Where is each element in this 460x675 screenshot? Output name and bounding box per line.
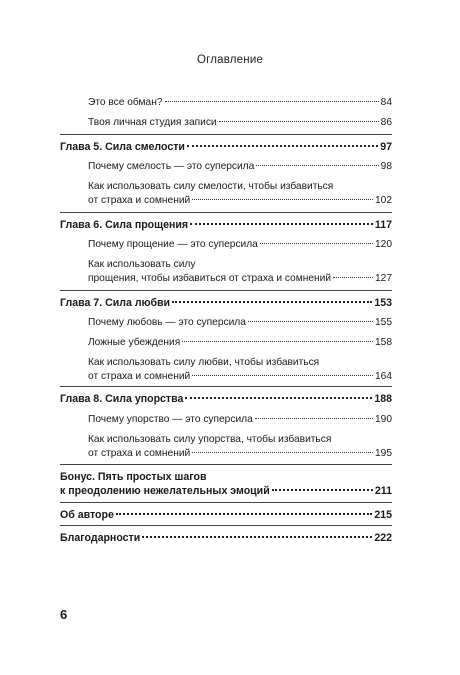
toc-chapter-title: Глава 8. Сила упорства: [60, 393, 184, 405]
dot-leader: [192, 199, 373, 200]
toc-entry-title-line2: прощения, чтобы избавиться от страха и сомнений: [88, 273, 332, 284]
toc-chapter-page: 117: [374, 219, 392, 231]
toc-entry: [60, 238, 392, 252]
toc-entry: [60, 433, 392, 461]
toc-entry: [60, 356, 392, 384]
dot-leader: [142, 536, 372, 538]
toc-entry-title-line2: от страха и сомнений: [88, 448, 191, 459]
page-number: 6: [60, 607, 68, 622]
section-divider: [60, 464, 392, 465]
toc-chapter-title: Глава 6. Сила прощения: [60, 219, 189, 231]
toc-entry-title-line1: Как использовать силу упорства, чтобы избавиться: [88, 434, 332, 445]
section-divider: [60, 134, 392, 135]
toc-entry-page: 102: [375, 195, 392, 206]
toc-entry-title-line1: Как использовать силу: [88, 259, 196, 270]
toc-entry-title: Почему упорство — это суперсила: [88, 414, 253, 425]
dot-leader: [172, 301, 372, 303]
section-divider: [60, 386, 392, 387]
toc-entry-title: Почему любовь — это суперсила: [88, 317, 246, 328]
toc-chapter-page: 153: [374, 297, 392, 309]
toc-chapter: [60, 140, 392, 154]
toc-entry-page: 164: [375, 371, 392, 382]
toc-chapter-title: Благодарности: [60, 532, 141, 544]
toc-chapter: [60, 218, 392, 232]
toc-chapter-page: 97: [380, 141, 392, 153]
toc-entry-title: Ложные убеждения: [88, 337, 181, 348]
toc-entry-title-line1: Как использовать силу любви, чтобы избавиться: [88, 357, 320, 368]
toc-entry-page: 190: [375, 414, 392, 425]
toc-chapter: [60, 296, 392, 310]
toc-chapter-title: Об авторе: [60, 509, 114, 521]
dot-leader: [182, 341, 373, 342]
toc-entry: [60, 180, 392, 208]
dot-leader: [256, 165, 378, 166]
toc-entry: [60, 336, 392, 350]
toc-chapter-page: 188: [374, 393, 392, 405]
toc-entry: [60, 96, 392, 110]
dot-leader: [116, 513, 372, 515]
section-divider: [60, 525, 392, 526]
toc-entry: [60, 316, 392, 330]
section-divider: [60, 212, 392, 213]
page-title: Оглавление: [196, 54, 264, 66]
toc-chapter: [60, 392, 392, 406]
toc-chapter: [60, 470, 392, 498]
toc-chapter-title: Глава 7. Сила любви: [60, 297, 171, 309]
toc-entry-title: Почему прощение — это суперсила: [88, 239, 258, 250]
toc-entry-title-line2: от страха и сомнений: [88, 195, 191, 206]
toc-entry: [60, 160, 392, 174]
dot-leader: [333, 277, 373, 278]
toc-entry-title: Почему смелость — это суперсила: [88, 161, 255, 172]
dot-leader: [187, 145, 378, 147]
toc-entry-title-line2: от страха и сомнений: [88, 371, 191, 382]
toc-chapter-title-line2: к преодолению нежелательных эмоций: [60, 485, 270, 497]
toc-entry: [60, 116, 392, 130]
toc-entry: [60, 413, 392, 427]
dot-leader: [165, 101, 379, 102]
dot-leader: [185, 397, 372, 399]
section-divider: [60, 502, 392, 503]
toc-entry-page: 86: [380, 117, 392, 128]
toc-entry-page: 120: [375, 239, 392, 250]
toc-entry-page: 195: [375, 448, 392, 459]
toc-chapter-page: 211: [374, 485, 392, 497]
toc-entry-page: 158: [375, 337, 392, 348]
dot-leader: [192, 452, 373, 453]
toc-chapter-title-line1: Бонус. Пять простых шагов: [60, 471, 207, 483]
toc-entry-page: 155: [375, 317, 392, 328]
dot-leader: [192, 375, 373, 376]
toc-entry: [60, 258, 392, 286]
toc-entry-title-line1: Как использовать силу смелости, чтобы избавиться: [88, 181, 334, 192]
toc-chapter-page: 222: [374, 532, 392, 544]
dot-leader: [219, 121, 379, 122]
toc-entry-page: 127: [375, 273, 392, 284]
toc-chapter-title: Глава 5. Сила смелости: [60, 141, 185, 153]
toc-entry-page: 98: [380, 161, 392, 172]
dot-leader: [248, 321, 373, 322]
section-divider: [60, 290, 392, 291]
toc-chapter-page: 215: [374, 509, 392, 521]
toc-entry-title: Это все обман?: [88, 97, 163, 108]
toc-entry-page: 84: [380, 97, 392, 108]
toc-chapter: [60, 508, 392, 522]
toc-entry-title: Твоя личная студия записи: [88, 117, 217, 128]
dot-leader: [272, 489, 373, 491]
toc-chapter: [60, 531, 392, 545]
dot-leader: [190, 223, 373, 225]
dot-leader: [260, 243, 373, 244]
dot-leader: [255, 418, 373, 419]
